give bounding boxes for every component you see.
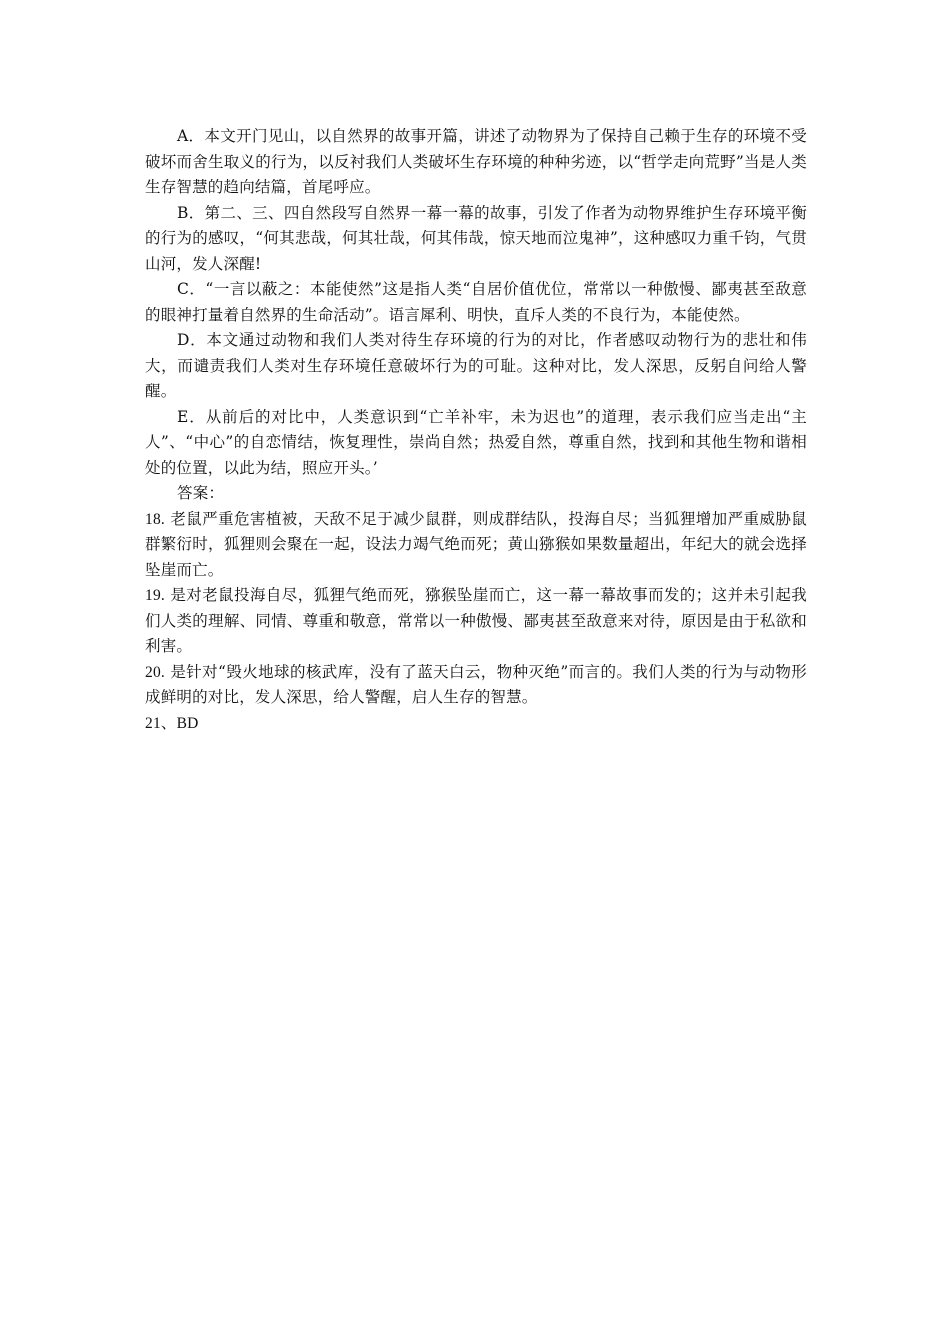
answer-18 [145, 507, 807, 584]
answer-text: 是对老鼠投海自尽，狐狸气绝而死，猕猴坠崖而亡，这一幕一幕故事而发的；这并未引起我们人类的理解、同情、尊重和敬意，常常以一种傲慢、鄙夷甚至敌意来对待，原因是由于私欲和利害。 [145, 586, 807, 655]
option-c: C．“一言以蔽之：本能使然”这是指人类“自居价值优位，常常以一种傲慢、鄙夷甚至敌意的眼神打量着自然界的生命活动”。语言犀利、明快，直斥人类的不良行为，本能使然。 [145, 280, 807, 324]
option-e: E．从前后的对比中，人类意识到“亡羊补牢，未为迟也”的道理，表示我们应当走出“主人”、“中心”的自恋情结，恢复理性，崇尚自然；热爱自然，尊重自然，找到和其他生物和谐相处的位置，以此为结，照应开头。’ [145, 407, 807, 477]
document-body [145, 124, 807, 736]
answer-number: 21、BD [145, 714, 199, 732]
answer-number: 19. [145, 587, 165, 604]
option-a: A．本文开门见山，以自然界的故事开篇，讲述了动物界为了保持自己赖于生存的环境不受破坏而舍生取义的行为，以反衬我们人类破坏生存环境的种种劣迹，以“哲学走向荒野”当是人类生存智慧的趋向结篇，首尾呼应。 [145, 127, 807, 196]
answer-text: 是针对“毁火地球的核武库，没有了蓝天白云，物种灭绝”而言的。我们人类的行为与动物形成鲜明的对比，发人深思，给人警醒，启人生存的智慧。 [145, 662, 807, 706]
answer-number: 20. [145, 663, 165, 681]
option-d: D．本文通过动物和我们人类对待生存环境的行为的对比，作者感叹动物行为的悲壮和伟大，而谴责我们人类对生存环境任意破坏行为的可耻。这种对比，发人深思，反躬自问给人警醒。 [145, 331, 807, 400]
answer-text: 老鼠严重危害植被，天敌不足于减少鼠群，则成群结队，投海自尽；当狐狸增加严重威胁鼠群繁衍时，狐狸则会聚在一起，设法力竭气绝而死；黄山猕猴如果数量超出，年纪大的就会选择坠崖而亡。 [145, 509, 807, 579]
answer-number: 18. [145, 510, 165, 528]
answers-heading: 答案： [177, 484, 225, 502]
answer-19 [145, 583, 807, 660]
option-b: B．第二、三、四自然段写自然界一幕一幕的故事，引发了作者为动物界维护生存环境平衡的行为的感叹，“何其悲哉，何其壮哉，何其伟哉，惊天地而泣鬼神”，这种感叹力重千钧，气贯山河，发人深醒! [145, 203, 807, 273]
answer-20 [145, 660, 807, 711]
answer-21 [145, 711, 807, 737]
